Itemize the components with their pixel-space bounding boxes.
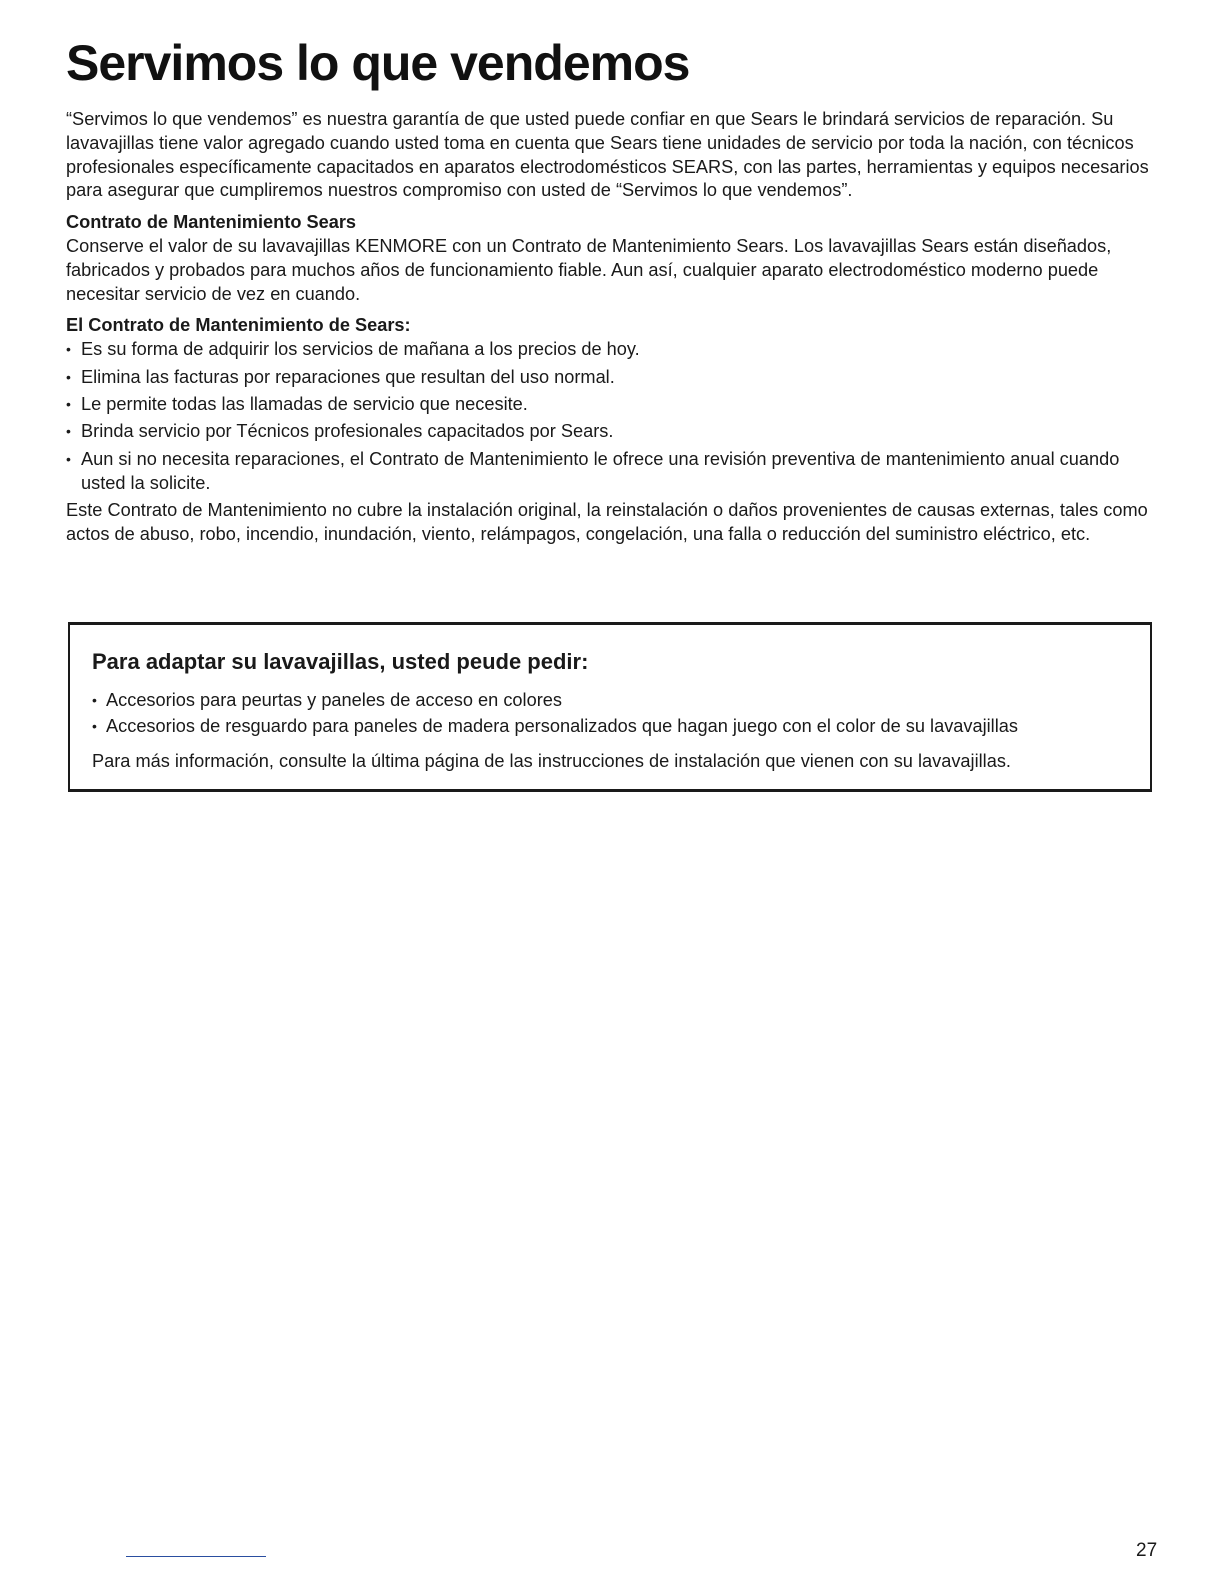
- list-item: • Accesorios de resguardo para paneles de madera personalizados que hagan juego con el color de su lavavajillas: [92, 713, 1142, 739]
- list-item: • Accesorios para peurtas y paneles de acceso en colores: [92, 687, 1142, 713]
- accessories-list: [92, 687, 1142, 739]
- intro-paragraph: “Servimos lo que vendemos” es nuestra garantía de que usted puede confiar en que Sears le brindará servicios de reparación. Su lavavajillas tiene valor agregado cuando usted toma en cuenta que Sears tiene unidades de servicio por toda la nación, con técnicos profesionales específicamente capacitados en aparatos electrodomésticos SEARS, con las partes, herramientas y equipos necesarios para asegurar que cumpliremos nuestros compromiso con usted de “Servimos lo que vendemos”.: [66, 109, 1149, 201]
- list-item: • Es su forma de adquirir los servicios de mañana a los precios de hoy.: [66, 338, 1160, 362]
- footer-rule: [126, 1556, 266, 1557]
- benefits-list: [66, 338, 1160, 495]
- contract-paragraph: Conserve el valor de su lavavajillas KENMORE con un Contrato de Mantenimiento Sears. Los lavavajillas Sears están diseñados, fabricados y probados para muchos años de funcionamiento fiable. Aun así, cualquier aparato electrodoméstico moderno puede necesitar servicio de vez en cuando.: [66, 235, 1112, 304]
- contract-heading: Contrato de Mantenimiento Sears: [66, 212, 357, 233]
- accessories-heading: Para adaptar su lavavajillas, usted peude pedir:: [92, 649, 589, 674]
- accessories-note: Para más información, consulte la última página de las instrucciones de instalación que vienen con su lavavajillas.: [92, 751, 1011, 771]
- list-item: • Aun si no necesita reparaciones, el Contrato de Mantenimiento le ofrece una revisión preventiva de mantenimiento anual cuando usted la solicite.: [66, 448, 1160, 496]
- benefits-heading: El Contrato de Mantenimiento de Sears:: [66, 315, 411, 336]
- list-item: • Le permite todas las llamadas de servicio que necesite.: [66, 393, 1160, 417]
- list-item: • Elimina las facturas por reparaciones que resultan del uso normal.: [66, 366, 1160, 390]
- page-title: Servimos lo que vendemos: [66, 35, 690, 91]
- page-number: 27: [1136, 1540, 1158, 1561]
- main-content: [66, 108, 1160, 547]
- accessories-box: [68, 622, 1152, 792]
- exclusions-paragraph: Este Contrato de Mantenimiento no cubre la instalación original, la reinstalación o daños provenientes de causas externas, tales como actos de abuso, robo, incendio, inundación, viento, relámpagos, congelación, una falla o reducción del suministro eléctrico, etc.: [66, 499, 1148, 544]
- list-item: • Brinda servicio por Técnicos profesionales capacitados por Sears.: [66, 420, 1160, 444]
